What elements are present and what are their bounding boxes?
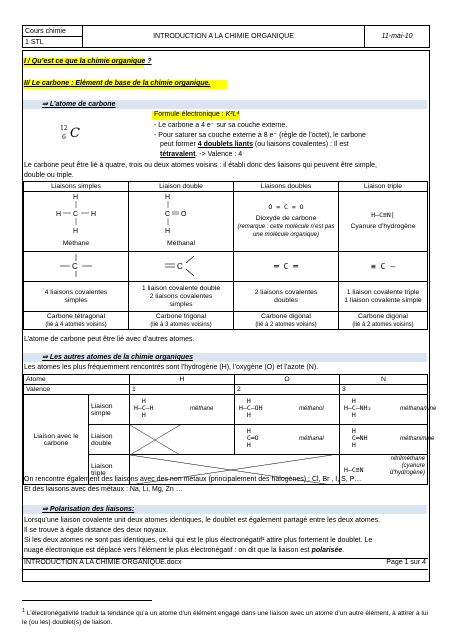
- bullet-3: peut former 4 doublets liants (ou liaisons covalentes) : Il est: [160, 141, 349, 148]
- valence-o: 2: [235, 385, 340, 395]
- footer-bar: [22, 558, 428, 570]
- bullet-4: tétravalent. -> Valence : 4: [160, 151, 243, 158]
- bond-header: Liaisons doubles: [234, 182, 339, 192]
- svg-text:H: H: [165, 228, 171, 235]
- digonal-triple-symbol: [339, 252, 428, 282]
- hcn-cell: [339, 192, 428, 252]
- methanal-name: Méthanal: [167, 240, 195, 247]
- arrow-icon: ⇒: [42, 354, 50, 361]
- metals-line: Et des liaisons avec des métaux : Na, Li, Mg, Zn …: [24, 486, 183, 493]
- footnote: [22, 607, 430, 627]
- bond-table: [23, 181, 428, 330]
- svg-text:H: H: [165, 194, 171, 201]
- methane-cell: [24, 192, 129, 252]
- document-date: 11-mai-10: [365, 26, 430, 48]
- methanimine-formula: H C═NH H: [344, 427, 368, 449]
- desc-simple: 4 liaisons covalentes simples: [24, 282, 129, 312]
- methanamine-formula: H H—C—NH₂ H: [344, 397, 372, 419]
- sub-triple: Liaison triple: [89, 455, 130, 485]
- svg-text:C: C: [165, 211, 171, 218]
- formula-label: Formule électronique :: [154, 111, 224, 118]
- footer-file: INTRODUCTION A LA CHIMIE ORGANIQUE.docx: [24, 559, 182, 566]
- footnote-marker: 1: [22, 608, 26, 614]
- valence-h: 1: [130, 385, 235, 395]
- desc-double: 1 liaison covalente double 2 liaisons covalentes simples: [129, 282, 234, 312]
- methanal-formula: H C═O H: [239, 427, 259, 449]
- footnote-separator: [22, 600, 152, 601]
- cell-methane: H H—C—H H méthane: [130, 395, 235, 425]
- svg-text:H: H: [73, 228, 79, 235]
- nitrile-formula: H—C≡N: [344, 466, 364, 474]
- co2-note: (remarque : cette molécule n’est pas une molécule organique): [237, 224, 335, 238]
- cell-nitrile: H—C≡N nitrilméthane (cyanure d’hydrogène): [340, 455, 428, 485]
- bond-header: Liaison triple: [339, 182, 428, 192]
- course-label: Cours chimie: [23, 26, 83, 37]
- triple-carbon-icon: ≡ C —: [370, 262, 396, 271]
- tetragonal-symbol: [24, 252, 129, 282]
- trigonal-carbon-icon: [161, 252, 201, 278]
- other-atoms-title: ⇒ Les autres atomes de la chimie organiques: [42, 354, 193, 361]
- svg-text:H: H: [73, 194, 79, 201]
- svg-text:O: O: [181, 211, 187, 218]
- atom-header: Atome: [24, 375, 130, 385]
- valence-header: Valence: [24, 385, 130, 395]
- carbon-link-label: Liaison avec le carbone: [24, 395, 89, 485]
- page: Cours chimie INTRODUCTION A LA CHIMIE ORGANIQUE 11-mai-10 1 STL I / Qu’est ce que la chimie organique ? II/ Le carbone : Elément de base de la chimie organique. ⇒ L’atome de carbone Formule électronique : K²L⁴ - Le carbone a 4 e⁻ sur sa couche externe. - Pour saturer sa couche externe à 8 e⁻ (règle de l’octet), le carbone peut former 4 doublets liants (ou liaisons covalentes) : Il est tétravalent. -> Valence : 4 12 6 C Le carbone peut être lié à quatre, trois ou deux atomes voisins : il établi donc des liaisons qui peuvent être simple, double ou triple. Liaisons simples Liaison double Liaisons doubles Liaison triple H H C H H Méthane H C O H Méthanal O = C = O Dioxyde de carbone (remarque : cette molécule n’est pas une molécule organique) H—C≡N| Cyanure d’hydrogène C C ═ C ═ ≡ C — 4 liaisons covalentes simples 1 liaison covalente double 2 liaisons covalentes simples 2 liaisons covalentes doubles 1 liaison covalente triple 1 liaison covalente simple Carbone tétragonal (lié à 4 atomes voisins) Carbone trigonal (lié à 3 atomes voisins) Carbone digonal (lié à 2 atomes voisins) Carbone digonal (lié à 2 atomes voisins) L’atome de carbone peut être lié avec d’autres atomes. ⇒ Les autres atomes de la chimie organiques Les atomes les plus fréquemment rencontrés sont l’hydrogène (H), l’oxygène (O) et l’azote (N). Atome H O N Valence 1 2 3 Liaison avec le carbone Liaison simple H H—C—H H méthane H H—C—OH H méthanol H H—C—NH₂ H méthanamine Liaison double H C═O H méthanal H C═NH H méthanimine Liaison triple H—C≡N nitrilméthane (cyanure d’hydrogène) On rencontre également des liaisons avec des non métaux (principalement des halogènes) : Cl, Br , I, S, P… Et des liaisons avec des métaux : Na, Li, Mg, Zn … ⇒ Polarisation des liaisons: Lorsqu’une liaison covalente unit deux atomes identiques, le doublet est également partagé entre les deux atomes. Il se trouve à égale distance des deux noyaux. Si les deux atomes ne sont pas identiques, celui qui est le plus électronégatif¹ attire plus fortement le doublet. Le nuage électronique est déplacé vers l’élément le plus électronégatif : on dit que la liaison est polarisée. INTRODUCTION A LA CHIMIE ORGANIQUE.docx Page 1 sur 4 $^1$ L’électronégativité traduit la tendance qu’a un atome d’un élément engagé dans une liaison avec un atome d’un autre élément, à attirer à lui le (ou les) doublet(s) de liaison.: [0, 0, 453, 640]
- tetragonal-carbon-icon: [56, 252, 96, 278]
- footnote-text: L’électronégativité traduit la tendance qu’a un atome d’un élément engagé dans une liaison avec un atome d’un autre élément, à attirer à lui le (ou les) doublet(s) de liaison.: [22, 610, 428, 627]
- methane-structure: [46, 192, 106, 237]
- section-1-title: I / Qu’est ce que la chimie organique ?: [24, 58, 152, 65]
- double-double-carbon-icon: ═ C ═: [273, 262, 299, 271]
- type-tetragonal: Carbone tétragonal (lié à 4 atomes voisins): [24, 312, 129, 330]
- methane-formula: H H—C—H H: [134, 397, 154, 419]
- carbon-atom-title: ⇒ L’atome de carbone: [42, 101, 116, 108]
- type-digonal-1: Carbone digonal (lié à 2 atomes voisins): [234, 312, 339, 330]
- cell-methanimine: H C═NH H méthanimine: [340, 425, 428, 455]
- document-title: INTRODUCTION A LA CHIMIE ORGANIQUE: [83, 26, 365, 48]
- after-table-line: L’atome de carbone peut être lié avec d’autres atomes.: [24, 336, 195, 343]
- section-2-title: II/ Le carbone : Elément de base de la chimie organique.: [24, 80, 211, 87]
- cross-icon: [130, 425, 230, 455]
- intro-line-2: double ou triple.: [24, 172, 74, 179]
- bond-header: Liaisons simples: [24, 182, 129, 192]
- bullet-2: - Pour saturer sa couche externe à 8 e⁻ (règle de l’octet), le carbone: [154, 132, 366, 139]
- nonmetals-line: On rencontre également des liaisons avec des non métaux (principalement des halogènes) : Cl, Br , I, S, P…: [24, 476, 362, 483]
- methanol-formula: H H—C—OH H: [239, 397, 263, 419]
- valence-n: 3: [340, 385, 428, 395]
- desc-triple: 1 liaison covalente triple 1 liaison covalente simple: [339, 282, 428, 312]
- polarisation-title: ⇒ Polarisation des liaisons:: [42, 506, 135, 513]
- co2-structure: O = C = O: [268, 203, 304, 211]
- footer-page: Page 1 sur 4: [386, 559, 426, 566]
- polarisation-p4: nuage électronique est déplacé vers l’élément le plus électronégatif : on dit que la liaison est polarisée.: [24, 547, 345, 554]
- svg-text:C: C: [72, 262, 78, 271]
- co2-cell: [234, 192, 339, 252]
- class-label: 1 STL: [23, 37, 83, 48]
- atom-table: [23, 374, 437, 485]
- desc-doubles: 2 liaisons covalentes doubles: [234, 282, 339, 312]
- bullet-1: - Le carbone a 4 e⁻ sur sa couche externe.: [154, 122, 288, 129]
- digonal-double-symbol: [234, 252, 339, 282]
- other-atoms-intro: Les atomes les plus fréquemment rencontrés sont l’hydrogène (H), l’oxygène (O) et l’azote (N).: [24, 364, 319, 371]
- polarisation-p3: Si les deux atomes ne sont pas identiques, celui qui est le plus électronégatif¹ attire plus fortement le doublet. Le: [24, 537, 373, 544]
- cell-empty-h-double: [130, 425, 235, 455]
- cell-methanol: H H—C—OH H méthanol: [235, 395, 340, 425]
- type-digonal-2: Carbone digonal (lié à 2 atomes voisins): [339, 312, 428, 330]
- cell-methanamine: H H—C—NH₂ H méthanamine: [340, 395, 428, 425]
- arrow-icon: ⇒: [42, 101, 50, 108]
- svg-text:H: H: [91, 211, 97, 218]
- polarisation-p2: Il se trouve à égale distance des deux noyaux.: [24, 527, 168, 534]
- co2-name: Dioxyde de carbone: [255, 215, 317, 222]
- atom-h: H: [130, 375, 235, 385]
- arrow-icon: ⇒: [42, 506, 50, 513]
- trigonal-symbol: [129, 252, 234, 282]
- atom-o: O: [235, 375, 340, 385]
- atom-n: N: [340, 375, 428, 385]
- methanal-structure: [151, 192, 211, 237]
- sub-double: Liaison double: [89, 425, 130, 455]
- svg-text:C: C: [73, 211, 79, 218]
- header-table: [22, 25, 430, 48]
- bond-header: Liaison double: [129, 182, 234, 192]
- svg-text:H: H: [56, 211, 62, 218]
- intro-line-1: Le carbone peut être lié à quatre, trois ou deux atomes voisins : il établi donc des liaisons qui peuvent être simple,: [24, 162, 377, 169]
- methanal-cell: [129, 192, 234, 252]
- formula-value: K²L⁴: [225, 111, 240, 118]
- hcn-name: Cyanure d’hydrogène: [350, 223, 416, 230]
- polarisation-p1: Lorsqu’une liaison covalente unit deux atomes identiques, le doublet est également partagé entre les deux atomes.: [24, 517, 381, 524]
- doublets-liants: 4 doublets liants: [197, 141, 253, 148]
- polarisee-word: polarisée: [311, 547, 343, 554]
- methane-name: Méthane: [62, 240, 90, 247]
- type-trigonal: Carbone trigonal (lié à 3 atomes voisins): [129, 312, 234, 330]
- tetravalent-word: tétravalent: [160, 151, 196, 158]
- svg-text:C: C: [177, 262, 183, 271]
- formula-line: [154, 111, 240, 118]
- sub-simple: Liaison simple: [89, 395, 130, 425]
- cell-methanal: H C═O H méthanal: [235, 425, 340, 455]
- hcn-structure: H—C≡N|: [371, 211, 395, 219]
